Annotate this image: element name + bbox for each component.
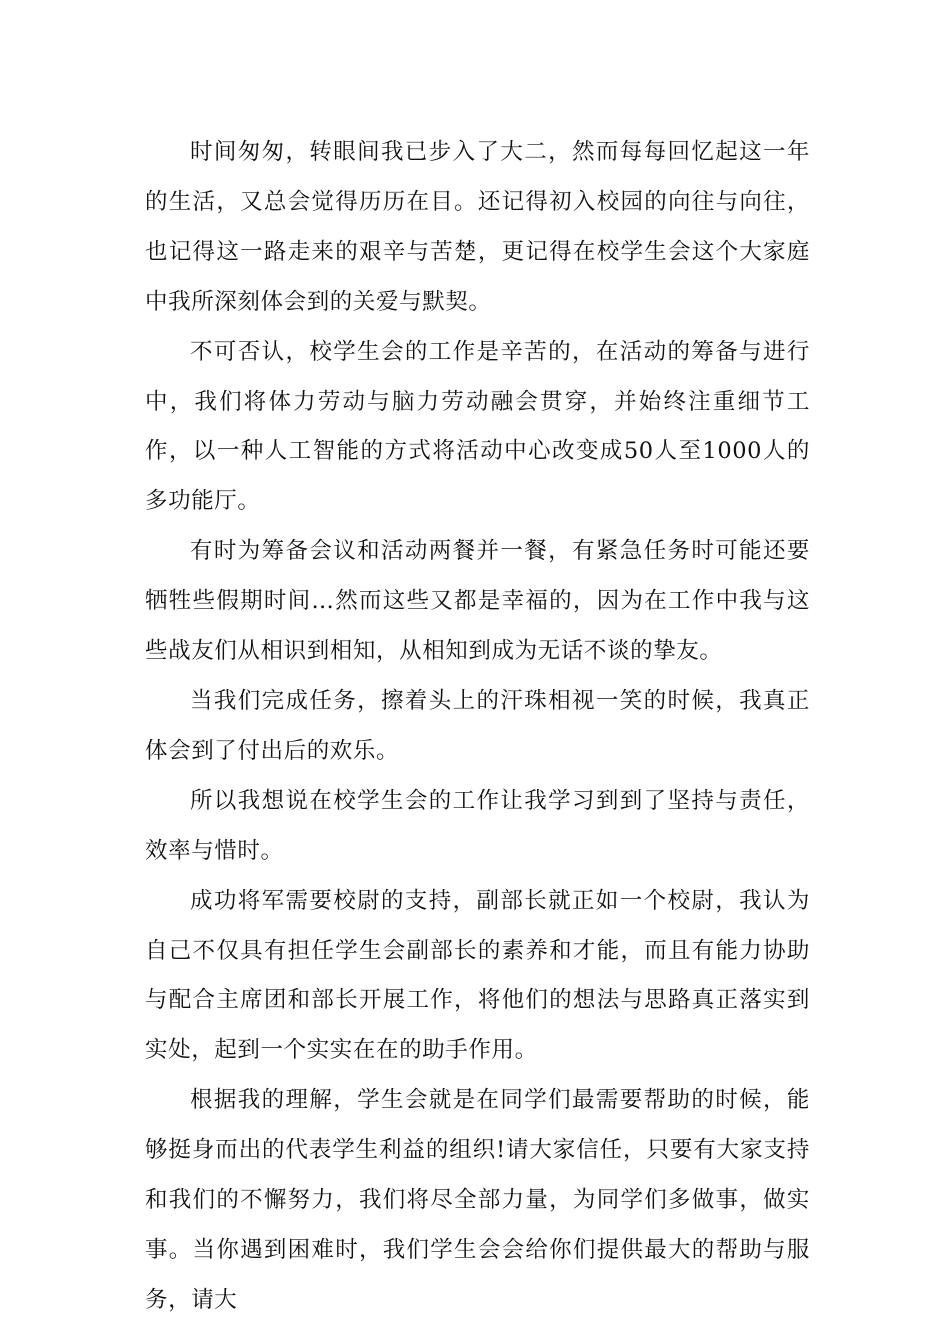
paragraph-6: 成功将军需要校尉的支持，副部长就正如一个校尉，我认为自己不仅具有担任学生会副部长的素养和才能，而且有能力协助与配合主席团和部长开展工作，将他们的想法与思路真正落实到实处，起到一个实实在在的助手作用。 [145,887,810,1064]
document-body [145,128,810,1326]
paragraph-7: 根据我的理解，学生会就是在同学们最需要帮助的时候，能够挺身而出的代表学生利益的组织!请大家信任，只要有大家支持和我们的不懈努力，我们将尽全部力量，为同学们多做事，做实事。当你遇到困难时，我们学生会会给你们提供最大的帮助与服务，请大 [145,1087,810,1313]
paragraph-1: 时间匆匆，转眼间我已步入了大二，然而每每回忆起这一年的生活，又总会觉得历历在目。还记得初入校园的向往与向往，也记得这一路走来的艰辛与苦楚，更记得在校学生会这个大家庭中我所深刻体会到的关爱与默契。 [145,139,810,315]
paragraph-5: 所以我想说在校学生会的工作让我学习到到了坚持与责任，效率与惜时。 [145,787,810,864]
paragraph-3: 有时为筹备会议和活动两餐并一餐，有紧急任务时可能还要牺牲些假期时间…然而这些又都是幸福的，因为在工作中我与这些战友们从相识到相知，从相知到成为无话不谈的挚友。 [145,538,810,665]
paragraph-4: 当我们完成任务，擦着头上的汗珠相视一笑的时候，我真正体会到了付出后的欢乐。 [145,687,810,764]
paragraph-2: 不可否认，校学生会的工作是辛苦的，在活动的筹备与进行中，我们将体力劳动与脑力劳动融会贯穿，并始终注重细节工作，以一种人工智能的方式将活动中心改变成50人至1000人的多功能厅。 [145,338,810,515]
